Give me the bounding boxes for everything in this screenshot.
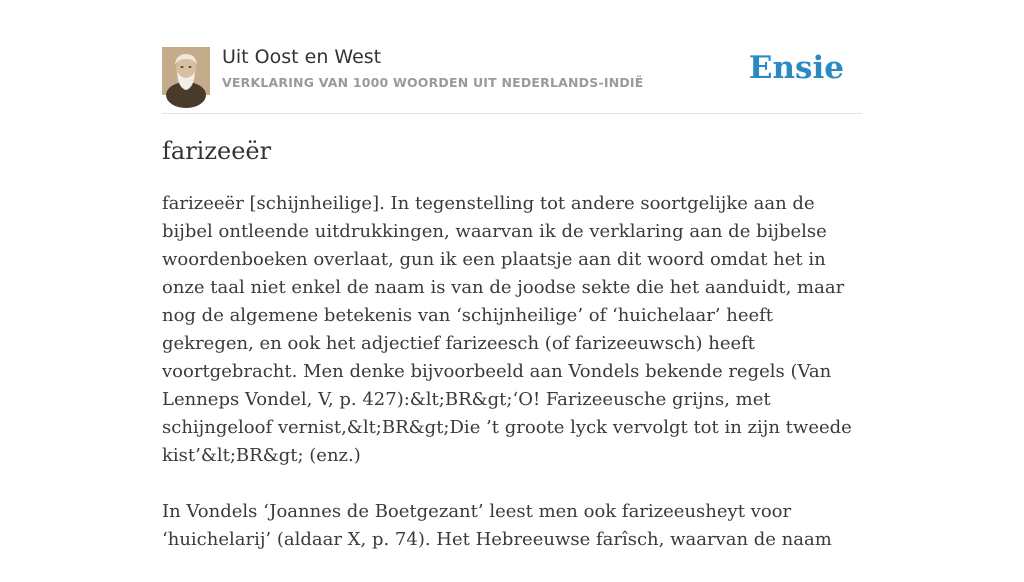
header-divider: [162, 113, 862, 114]
author-portrait-icon: [162, 47, 210, 95]
ensie-logo[interactable]: Ensie: [748, 50, 844, 86]
book-subtitle: VERKLARING VAN 1000 WOORDEN UIT NEDERLANDS-INDIË: [222, 75, 644, 90]
book-title[interactable]: Uit Oost en West: [222, 46, 382, 68]
entry-paragraph: farizeeër [schijnheilige]. In tegenstelling tot andere soortgelijke aan de bijbel ontleende uitdrukkingen, waarvan ik de verklaring aan de bijbelse woordenboeken overlaat, gun ik een plaatsje aan dit woord omdat het in onze taal niet enkel de naam is van de joodse sekte die het aanduidt, maar nog de algemene betekenis van ‘schijnheilige’ of ‘huichelaar’ heeft gekregen, en ook het adjectief farizeesch (of farizeeuwsch) heeft voortgebracht. Men denke bijvoorbeeld aan Vondels bekende regels (Van Lenneps Vondel, V, p. 427):&lt;BR&gt;‘O! Farizeeusche grijns, met schijngeloof vernist,&lt;BR&gt;Die ’t groote lyck vervolgt tot in zijn tweede kist’&lt;BR&gt; (enz.): [162, 193, 852, 466]
author-avatar[interactable]: [162, 47, 210, 95]
header: [162, 46, 862, 96]
entry-paragraph: In Vondels ‘Joannes de Boetgezant’ leest men ook farizeeusheyt voor ‘huichelarij’ (aldaar X, p. 74). Het Hebreeuwse farîsch, waarvan de naam: [162, 501, 832, 550]
entry-body: [162, 190, 862, 582]
entry-title: farizeeër: [162, 137, 272, 165]
